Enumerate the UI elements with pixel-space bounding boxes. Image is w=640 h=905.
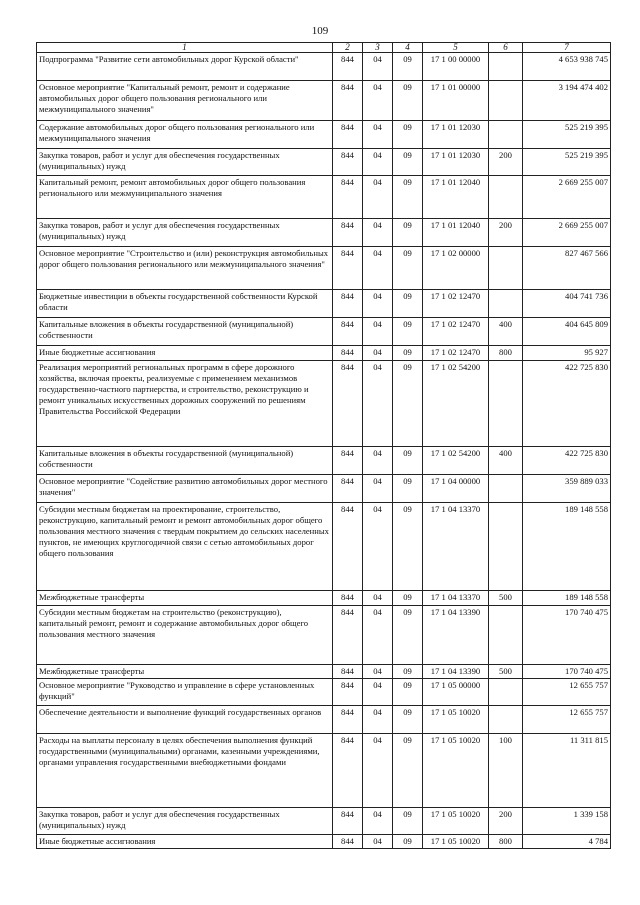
row-amount: 2 669 255 007 [523,176,611,219]
row-amount: 422 725 830 [523,447,611,475]
row-name: Основное мероприятие "Капитальный ремонт, ремонт и содержание автомобильных дорог общего пользования регионального или межмуниципального значения" [37,81,333,121]
row-type [489,176,523,219]
table-row [37,318,611,346]
row-subsection: 09 [393,706,423,734]
row-target: 17 1 04 13390 [423,665,489,679]
row-target: 17 1 02 12470 [423,346,489,361]
row-subsection: 09 [393,734,423,808]
table-row [37,808,611,835]
header-col-7: 7 [523,43,611,53]
row-name: Межбюджетные трансферты [37,665,333,679]
row-type: 400 [489,447,523,475]
row-section: 04 [363,591,393,606]
row-amount: 95 927 [523,346,611,361]
row-amount: 827 467 566 [523,247,611,290]
row-amount: 12 655 757 [523,706,611,734]
row-amount: 3 194 474 402 [523,81,611,121]
row-section: 04 [363,219,393,247]
table-row [37,503,611,591]
row-subsection: 09 [393,503,423,591]
row-amount: 422 725 830 [523,361,611,447]
row-section: 04 [363,247,393,290]
row-section: 04 [363,121,393,149]
row-amount: 404 741 736 [523,290,611,318]
table-row [37,591,611,606]
header-col-5: 5 [423,43,489,53]
row-subsection: 09 [393,290,423,318]
row-code: 844 [333,176,363,219]
row-subsection: 09 [393,247,423,290]
row-subsection: 09 [393,219,423,247]
row-subsection: 09 [393,53,423,81]
row-name: Основное мероприятие "Содействие развитию автомобильных дорог местного значения" [37,475,333,503]
row-target: 17 1 04 13390 [423,606,489,665]
row-section: 04 [363,346,393,361]
row-target: 17 1 05 10020 [423,835,489,849]
table-row [37,665,611,679]
row-type [489,53,523,81]
row-section: 04 [363,835,393,849]
row-code: 844 [333,53,363,81]
row-code: 844 [333,606,363,665]
table-row [37,149,611,176]
row-name: Субсидии местным бюджетам на проектирование, строительство, реконструкцию, капитальный ремонт и ремонт автомобильных дорог общего пользования местного значения с твердым покрытием до сельских населенных пунктов, не имеющих круглогодичной связи с сетью автомобильных дорог общего пользования [37,503,333,591]
row-subsection: 09 [393,835,423,849]
row-section: 04 [363,81,393,121]
row-target: 17 1 04 13370 [423,591,489,606]
row-code: 844 [333,679,363,706]
row-section: 04 [363,447,393,475]
row-type [489,503,523,591]
row-section: 04 [363,734,393,808]
row-name: Основное мероприятие "Строительство и (или) реконструкция автомобильных дорог общего пользования регионального или межмуниципального значения" [37,247,333,290]
row-amount: 525 219 395 [523,149,611,176]
row-type: 100 [489,734,523,808]
row-type: 800 [489,346,523,361]
table-row [37,290,611,318]
table-row [37,176,611,219]
row-name: Иные бюджетные ассигнования [37,835,333,849]
row-section: 04 [363,503,393,591]
row-target: 17 1 04 00000 [423,475,489,503]
row-name: Капитальные вложения в объекты государственной (муниципальной) собственности [37,447,333,475]
row-name: Бюджетные инвестиции в объекты государственной собственности Курской области [37,290,333,318]
row-section: 04 [363,665,393,679]
budget-table [36,42,611,849]
row-code: 844 [333,121,363,149]
row-code: 844 [333,219,363,247]
row-subsection: 09 [393,591,423,606]
row-target: 17 1 01 12030 [423,149,489,176]
table-row [37,219,611,247]
row-amount: 525 219 395 [523,121,611,149]
table-row [37,734,611,808]
row-subsection: 09 [393,679,423,706]
row-section: 04 [363,290,393,318]
row-amount: 189 148 558 [523,591,611,606]
header-col-1: 1 [37,43,333,53]
header-col-6: 6 [489,43,523,53]
row-section: 04 [363,606,393,665]
row-target: 17 1 04 13370 [423,503,489,591]
row-type [489,121,523,149]
row-subsection: 09 [393,318,423,346]
row-code: 844 [333,247,363,290]
header-col-4: 4 [393,43,423,53]
row-name: Субсидии местным бюджетам на строительство (реконструкцию), капитальный ремонт, ремонт и содержание автомобильных дорог общего пользования местного значения [37,606,333,665]
row-name: Закупка товаров, работ и услуг для обеспечения государственных (муниципальных) нужд [37,149,333,176]
row-code: 844 [333,81,363,121]
row-code: 844 [333,734,363,808]
row-type [489,81,523,121]
row-name: Закупка товаров, работ и услуг для обеспечения государственных (муниципальных) нужд [37,808,333,835]
row-subsection: 09 [393,121,423,149]
row-code: 844 [333,706,363,734]
row-name: Содержание автомобильных дорог общего пользования регионального или межмуниципального значения [37,121,333,149]
row-subsection: 09 [393,606,423,665]
table-row [37,447,611,475]
row-amount: 170 740 475 [523,606,611,665]
row-target: 17 1 02 12470 [423,318,489,346]
row-amount: 11 311 815 [523,734,611,808]
row-name: Подпрограмма "Развитие сети автомобильных дорог Курской области" [37,53,333,81]
row-amount: 12 655 757 [523,679,611,706]
row-type [489,606,523,665]
row-type [489,706,523,734]
row-subsection: 09 [393,346,423,361]
row-type: 500 [489,665,523,679]
table-row [37,361,611,447]
row-amount: 359 889 033 [523,475,611,503]
row-section: 04 [363,149,393,176]
row-code: 844 [333,290,363,318]
row-code: 844 [333,149,363,176]
row-type [489,475,523,503]
row-target: 17 1 05 10020 [423,808,489,835]
row-code: 844 [333,808,363,835]
row-target: 17 1 01 00000 [423,81,489,121]
row-code: 844 [333,503,363,591]
row-name: Закупка товаров, работ и услуг для обеспечения государственных (муниципальных) нужд [37,219,333,247]
row-target: 17 1 02 54200 [423,447,489,475]
row-target: 17 1 01 12040 [423,219,489,247]
row-target: 17 1 02 54200 [423,361,489,447]
page-number: 109 [311,25,329,37]
row-target: 17 1 02 00000 [423,247,489,290]
row-section: 04 [363,361,393,447]
header-col-2: 2 [333,43,363,53]
row-target: 17 1 05 10020 [423,734,489,808]
row-name: Реализация мероприятий региональных программ в сфере дорожного хозяйства, включая проекты, реализуемые с применением механизмов государственно-частного партнерства, и строительство, реконструкцию и ремонт уникальных искусственных дорожных сооружений по решениям Правительства Российской Федерации [37,361,333,447]
table-row [37,835,611,849]
table-row [37,53,611,81]
row-type: 200 [489,149,523,176]
table-row [37,475,611,503]
row-target: 17 1 05 10020 [423,706,489,734]
row-target: 17 1 00 00000 [423,53,489,81]
row-subsection: 09 [393,149,423,176]
row-amount: 189 148 558 [523,503,611,591]
row-subsection: 09 [393,176,423,219]
row-code: 844 [333,318,363,346]
row-code: 844 [333,361,363,447]
row-name: Межбюджетные трансферты [37,591,333,606]
row-name: Капитальный ремонт, ремонт автомобильных дорог общего пользования регионального или межмуниципального значения [37,176,333,219]
row-section: 04 [363,808,393,835]
table-row [37,706,611,734]
row-section: 04 [363,53,393,81]
row-code: 844 [333,591,363,606]
row-type [489,290,523,318]
header-col-3: 3 [363,43,393,53]
row-type [489,679,523,706]
row-code: 844 [333,665,363,679]
row-type [489,247,523,290]
row-subsection: 09 [393,665,423,679]
row-code: 844 [333,447,363,475]
row-code: 844 [333,475,363,503]
row-section: 04 [363,475,393,503]
row-name: Расходы на выплаты персоналу в целях обеспечения выполнения функций государственными (муниципальными) органами, казенными учреждениями, органами управления государственными внебюджетными фондами [37,734,333,808]
row-section: 04 [363,318,393,346]
row-subsection: 09 [393,447,423,475]
table-row [37,121,611,149]
row-name: Основное мероприятие "Руководство и управление в сфере установленных функций" [37,679,333,706]
row-name: Капитальные вложения в объекты государственной (муниципальной) собственности [37,318,333,346]
row-type: 200 [489,219,523,247]
row-target: 17 1 01 12040 [423,176,489,219]
row-subsection: 09 [393,361,423,447]
row-amount: 1 339 158 [523,808,611,835]
row-section: 04 [363,679,393,706]
row-type [489,361,523,447]
table-row [37,81,611,121]
row-name: Иные бюджетные ассигнования [37,346,333,361]
row-amount: 404 645 809 [523,318,611,346]
row-target: 17 1 05 00000 [423,679,489,706]
row-target: 17 1 02 12470 [423,290,489,318]
header-row [37,43,611,53]
row-type: 800 [489,835,523,849]
row-amount: 170 740 475 [523,665,611,679]
row-code: 844 [333,346,363,361]
row-code: 844 [333,835,363,849]
row-type: 400 [489,318,523,346]
row-target: 17 1 01 12030 [423,121,489,149]
row-type: 500 [489,591,523,606]
table-row [37,247,611,290]
row-name: Обеспечение деятельности и выполнение функций государственных органов [37,706,333,734]
row-subsection: 09 [393,81,423,121]
row-subsection: 09 [393,808,423,835]
row-amount: 4 653 938 745 [523,53,611,81]
row-subsection: 09 [393,475,423,503]
row-amount: 4 784 [523,835,611,849]
row-section: 04 [363,706,393,734]
row-section: 04 [363,176,393,219]
row-amount: 2 669 255 007 [523,219,611,247]
row-type: 200 [489,808,523,835]
table-row [37,679,611,706]
table-row [37,346,611,361]
table-row [37,606,611,665]
